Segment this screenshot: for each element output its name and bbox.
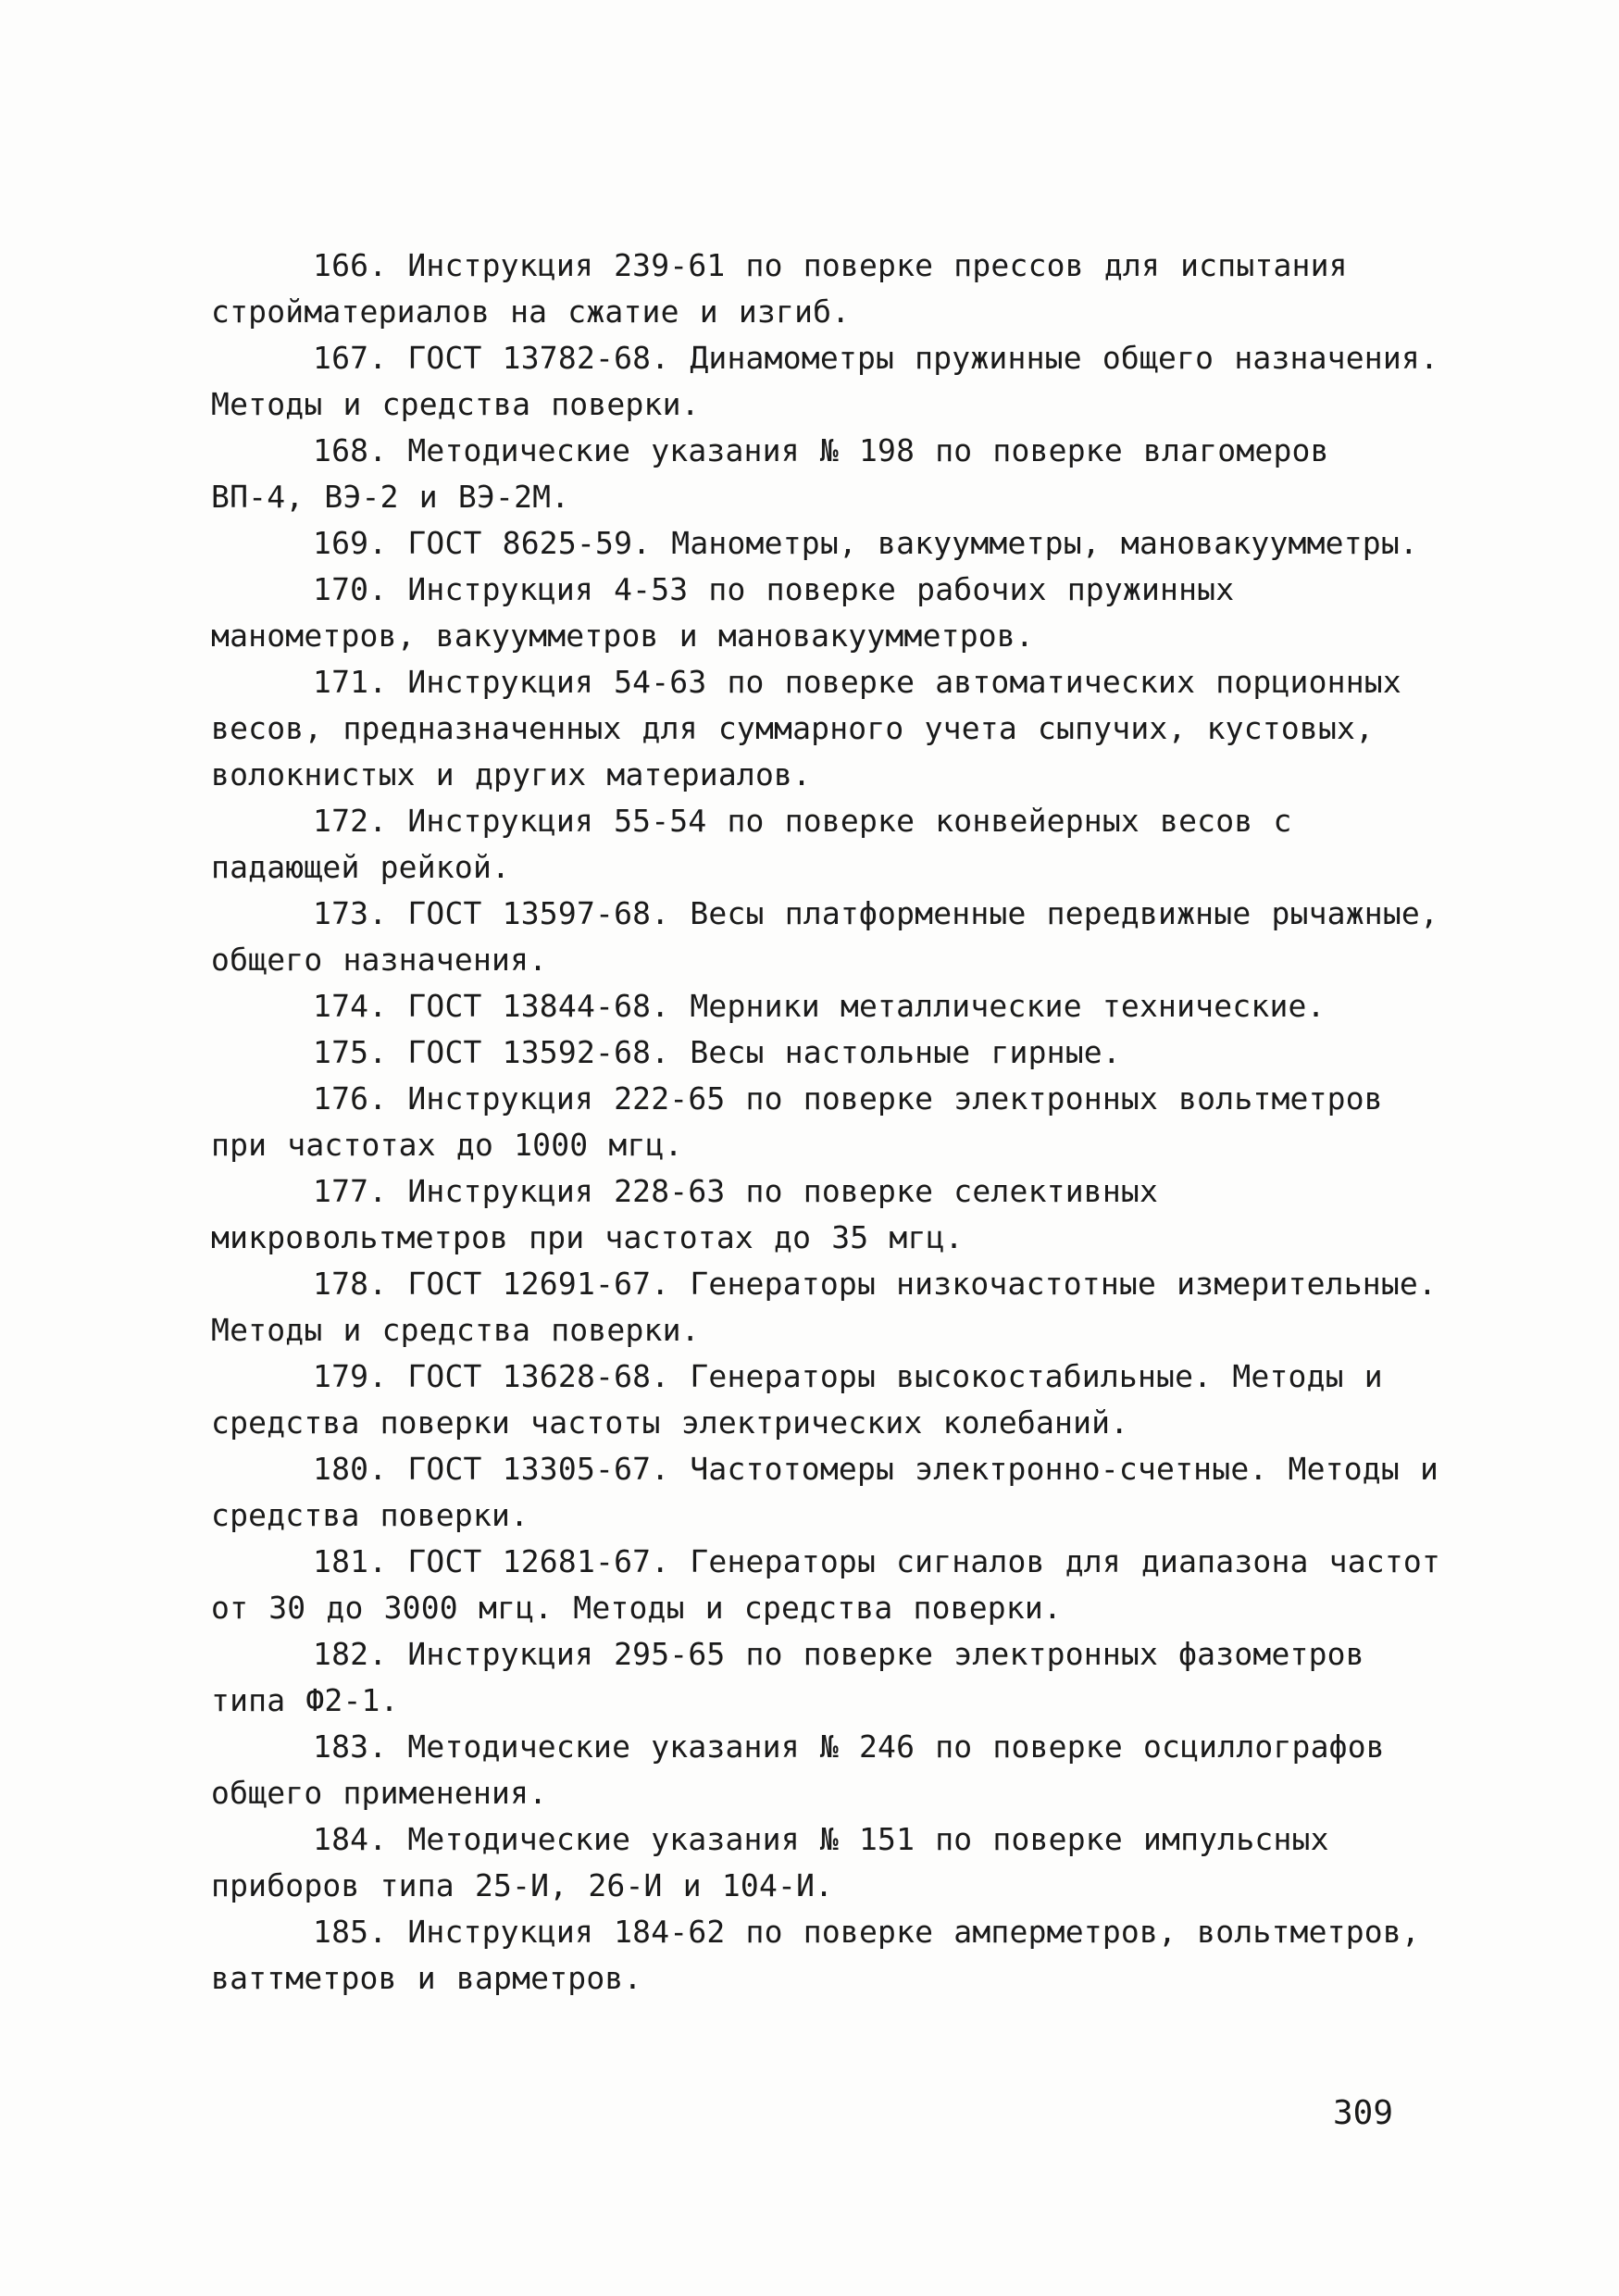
page-number: 309 <box>1333 2094 1394 2132</box>
list-item: 170. Инструкция 4-53 по поверке рабочих пружинных манометров, вакуумметров и мановакуумметров. <box>211 571 1235 654</box>
list-item: 167. ГОСТ 13782-68. Динамометры пружинные общего назначения. Методы и средства поверки. <box>211 340 1439 422</box>
list-item: 180. ГОСТ 13305-67. Частотомеры электронно-счетные. Методы и средства поверки. <box>211 1451 1439 1533</box>
list-item: 171. Инструкция 54-63 по поверке автоматических порционных весов, предназначенных для суммарного учета сыпучих, кустовых, волокнистых и других материалов. <box>211 664 1401 792</box>
list-item: 168. Методические указания № 198 по поверке влагомеров ВП-4, ВЭ-2 и ВЭ-2М. <box>211 432 1329 515</box>
list-item: 173. ГОСТ 13597-68. Весы платформенные передвижные рычажные, общего назначения. <box>211 895 1439 978</box>
list-item: 184. Методические указания № 151 по поверке импульсных приборов типа 25-И, 26-И и 104-И. <box>211 1821 1329 1903</box>
list-item: 172. Инструкция 55-54 по поверке конвейерных весов с падающей рейкой. <box>211 803 1292 885</box>
list-item: 176. Инструкция 222-65 по поверке электронных вольтметров при частотах до 1000 мгц. <box>211 1080 1383 1163</box>
list-item: 169. ГОСТ 8625-59. Манометры, вакуумметры, мановакуумметры. <box>313 525 1418 561</box>
list-item: 181. ГОСТ 12681-67. Генераторы сигналов для диапазона частот от 30 до 3000 мгц. Методы и средства поверки. <box>211 1543 1441 1626</box>
bibliography-list <box>211 243 1442 2002</box>
list-item: 183. Методические указания № 246 по поверке осциллографов общего применения. <box>211 1728 1385 1811</box>
list-item: 175. ГОСТ 13592-68. Весы настольные гирные. <box>313 1034 1121 1070</box>
list-item: 182. Инструкция 295-65 по поверке электронных фазометров типа Ф2-1. <box>211 1636 1364 1718</box>
list-item: 166. Инструкция 239-61 по поверке прессов для испытания стройматериалов на сжатие и изгиб. <box>211 247 1348 330</box>
list-item: 177. Инструкция 228-63 по поверке селективных микровольтметров при частотах до 35 мгц. <box>211 1173 1159 1255</box>
list-item: 185. Инструкция 184-62 по поверке амперметров, вольтметров, ваттметров и варметров. <box>211 1914 1420 1996</box>
list-item: 174. ГОСТ 13844-68. Мерники металлические технические. <box>313 988 1326 1024</box>
list-item: 178. ГОСТ 12691-67. Генераторы низкочастотные измерительные. Методы и средства поверки. <box>211 1266 1438 1348</box>
list-item: 179. ГОСТ 13628-68. Генераторы высокостабильные. Методы и средства поверки частоты электрических колебаний. <box>211 1358 1383 1441</box>
